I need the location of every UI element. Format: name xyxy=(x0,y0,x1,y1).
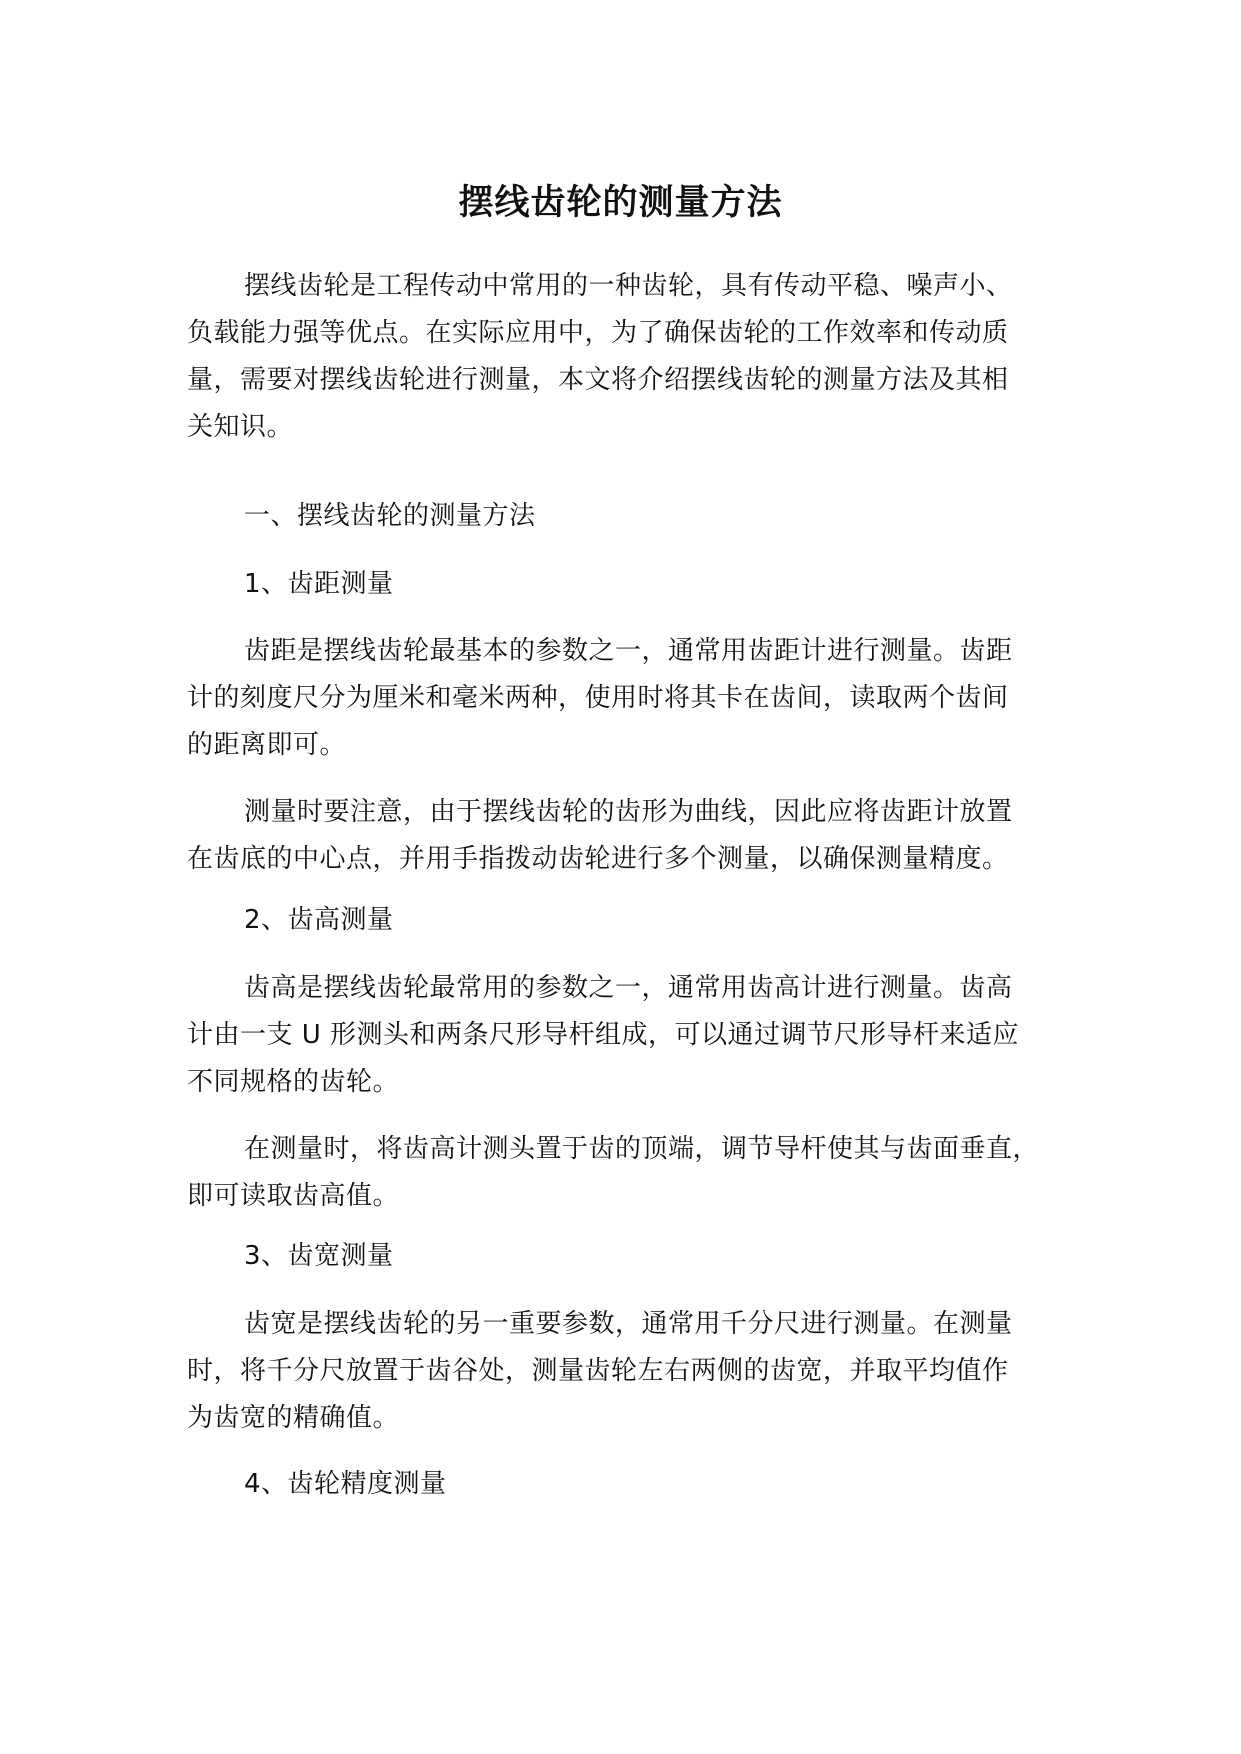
paragraph-line: 计的刻度尺分为厘米和毫米两种，使用时将其卡在齿间，读取两个齿间 xyxy=(187,683,1009,713)
paragraph-line: 的距离即可。 xyxy=(187,730,347,760)
intro-paragraph xyxy=(187,263,1082,451)
paragraph-line: 为齿宽的精确值。 xyxy=(187,1403,400,1433)
paragraph-line: 关知识。 xyxy=(187,412,294,442)
document-title: 摆线齿轮的测量方法 xyxy=(458,183,783,223)
subsection-heading-height: 2、齿高测量 xyxy=(244,905,394,935)
pitch-paragraph-1 xyxy=(187,628,1082,769)
paragraph-line: 在测量时，将齿高计测头置于齿的顶端，调节导杆使其与齿面垂直， xyxy=(244,1134,1040,1164)
paragraph-line: 不同规格的齿轮。 xyxy=(187,1067,400,1097)
paragraph-line: 齿高是摆线齿轮最常用的参数之一，通常用齿高计进行测量。齿高 xyxy=(244,973,1013,1003)
paragraph-line: 齿距是摆线齿轮最基本的参数之一，通常用齿距计进行测量。齿距 xyxy=(244,636,1013,666)
paragraph-line: 计由一支 U 形测头和两条尺形导杆组成，可以通过调节尺形导杆来适应 xyxy=(187,1020,1020,1050)
paragraph-line: 即可读取齿高值。 xyxy=(187,1181,400,1211)
paragraph-line: 负载能力强等优点。在实际应用中，为了确保齿轮的工作效率和传动质 xyxy=(187,318,1009,348)
paragraph-line: 摆线齿轮是工程传动中常用的一种齿轮，具有传动平稳、噪声小、 xyxy=(244,271,1013,301)
subsection-heading-accuracy: 4、齿轮精度测量 xyxy=(244,1469,447,1499)
height-paragraph-2 xyxy=(187,1126,1082,1220)
pitch-paragraph-2 xyxy=(187,789,1082,883)
section-heading-1: 一、摆线齿轮的测量方法 xyxy=(244,501,536,531)
subsection-heading-pitch: 1、齿距测量 xyxy=(244,569,394,599)
height-paragraph-1 xyxy=(187,965,1082,1106)
paragraph-line: 齿宽是摆线齿轮的另一重要参数，通常用千分尺进行测量。在测量 xyxy=(244,1309,1013,1339)
paragraph-line: 时，将千分尺放置于齿谷处，测量齿轮左右两侧的齿宽，并取平均值作 xyxy=(187,1356,1009,1386)
width-paragraph-1 xyxy=(187,1301,1082,1442)
paragraph-line: 量，需要对摆线齿轮进行测量，本文将介绍摆线齿轮的测量方法及其相 xyxy=(187,365,1009,395)
paragraph-line: 在齿底的中心点，并用手指拨动齿轮进行多个测量，以确保测量精度。 xyxy=(187,844,1009,874)
paragraph-line: 测量时要注意，由于摆线齿轮的齿形为曲线，因此应将齿距计放置 xyxy=(244,797,1013,827)
subsection-heading-width: 3、齿宽测量 xyxy=(244,1241,394,1271)
